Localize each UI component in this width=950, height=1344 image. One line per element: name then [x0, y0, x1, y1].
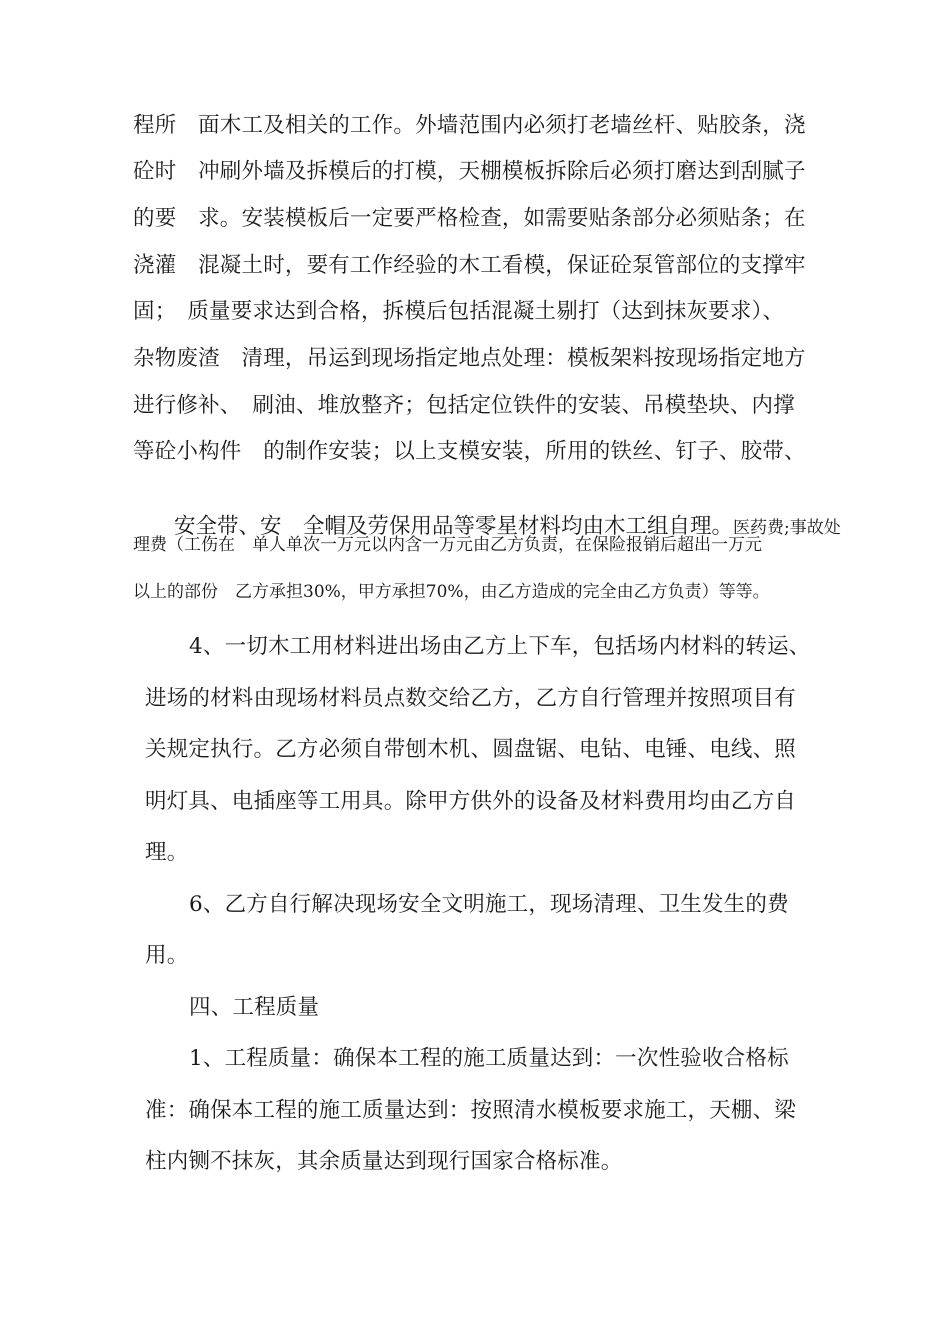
text-line: 准：确保本工程的施工质量达到：按照清水模板要求施工，天棚、梁 — [145, 1098, 797, 1123]
text-line: 程所 面木工及相关的工作。外墙范围内必须打老墙丝杆、贴胶条，浇 — [133, 113, 806, 138]
text-line: 等砼小构件 的制作安装；以上支模安装，所用的铁丝、钉子、胶带、 — [133, 439, 806, 464]
text-line: 进行修补、 刷油、堆放整齐；包括定位铁件的安装、吊模垫块、内撑 — [133, 393, 795, 418]
text-line: 关规定执行。乙方必须自带刨木机、圆盘锯、电钻、电锤、电线、照 — [145, 737, 797, 762]
text-line: 明灯具、电插座等工用具。除甲方供外的设备及材料费用均由乙方自 — [145, 789, 797, 814]
text-line: 以上的部份 乙方承担30%，甲方承担70%，由乙方造成的完全由乙方负责）等等。 — [133, 582, 770, 602]
text-line: 砼时 冲刷外墙及拆模后的打模，天棚模板拆除后必须打磨达到刮腻子 — [133, 159, 806, 184]
text-line: 的要 求。安装模板后一定要严格检查，如需要贴条部分必须贴条；在 — [133, 206, 806, 231]
text-line: 进场的材料由现场材料员点数交给乙方，乙方自行管理并按照项目有 — [145, 686, 797, 711]
text-line: 理。 — [145, 840, 189, 865]
text-line: 用。 — [145, 943, 189, 968]
text-line: 4、一切木工用材料进出场由乙方上下车，包括场内材料的转运、 — [189, 634, 811, 659]
text-line: 1、工程质量：确保本工程的施工质量达到：一次性验收合格标 — [189, 1046, 789, 1071]
text-segment: 安全带、安 全帽及劳保用品等零星材料均由木工组自理。 — [174, 514, 734, 539]
text-line: 理费（工伤在 单人单次一万元以内含一万元由乙方负责，在保险报销后超出一万元 — [133, 535, 762, 555]
text-line: 固； 质量要求达到合格，拆模后包括混凝土剔打（达到抹灰要求）、 — [133, 299, 785, 324]
section-heading: 四、工程质量 — [189, 995, 320, 1020]
text-line: 柱内铡不抹灰，其余质量达到现行国家合格标准。 — [145, 1149, 623, 1174]
text-segment-small: 医药费;事故处 — [733, 518, 841, 538]
text-line: 杂物废渣 清理，吊运到现场指定地点处理：模板架料按现场指定地方 — [133, 346, 806, 371]
text-line: 6、乙方自行解决现场安全文明施工，现场清理、卫生发生的费 — [189, 892, 789, 917]
text-line: 浇灌 混凝土时，要有工作经验的木工看模，保证砼泵管部位的支撑牢 — [133, 253, 806, 278]
